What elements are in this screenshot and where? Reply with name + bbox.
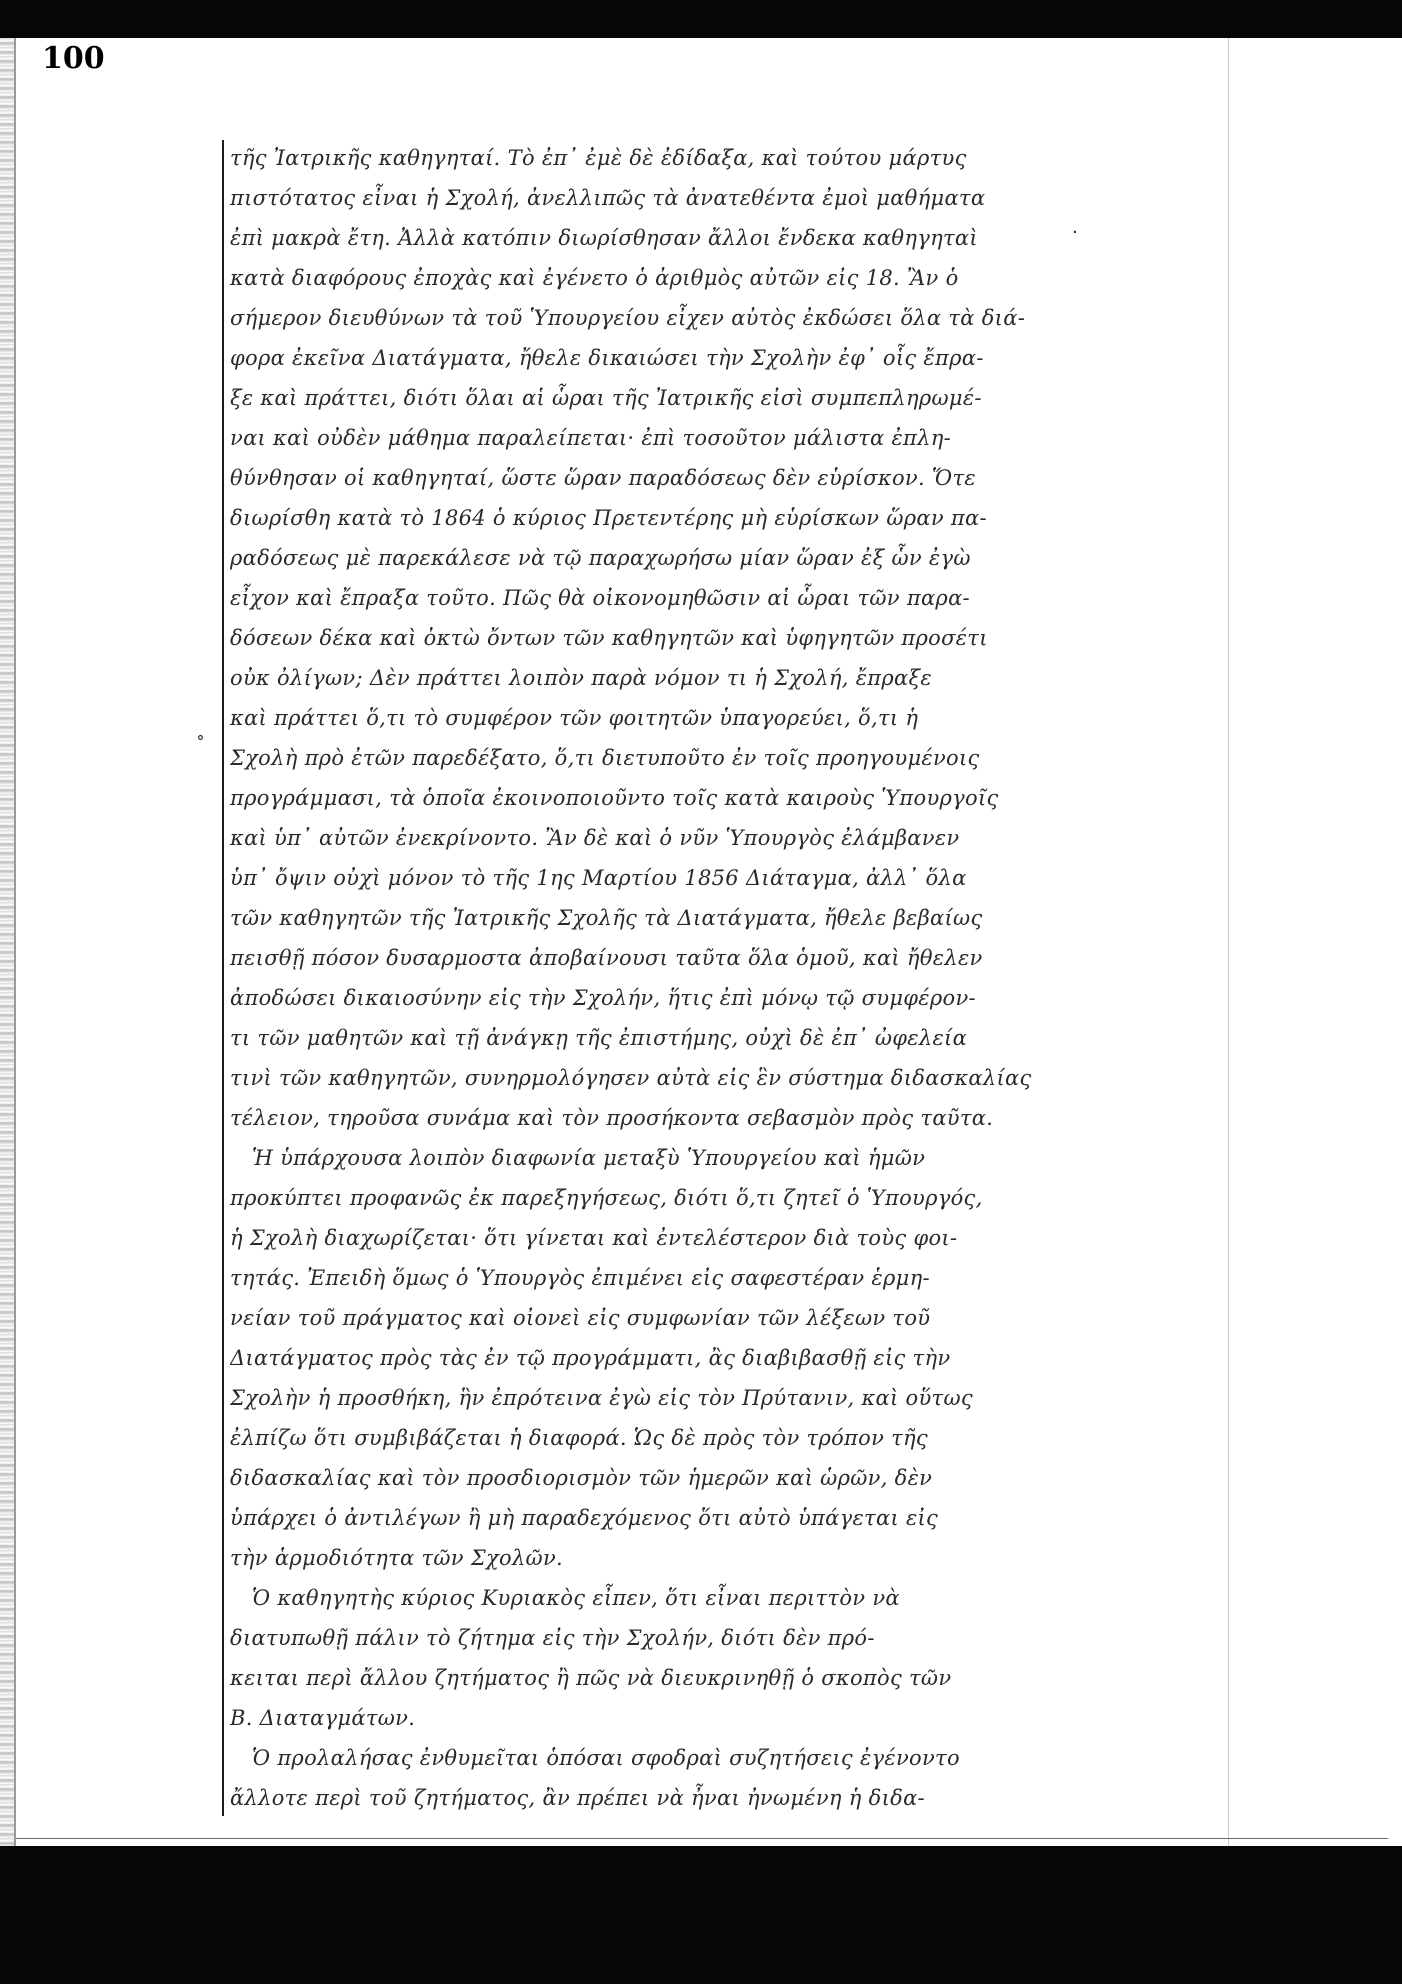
manuscript-line: ἡ Σχολὴ διαχωρίζεται· ὅτι γίνεται καὶ ἐντελέστερον διὰ τοὺς φοι- <box>230 1226 958 1250</box>
scan-top-border <box>0 0 1402 38</box>
manuscript-line: καὶ ὑπ᾽ αὐτῶν ἐνεκρίνοντο. Ἂν δὲ καὶ ὁ νῦν Ὑπουργὸς ἐλάμβανεν <box>230 826 960 850</box>
manuscript-line: ὑπάρχει ὁ ἀντιλέγων ἢ μὴ παραδεχόμενος ὅτι αὐτὸ ὑπάγεται εἰς <box>230 1506 939 1530</box>
manuscript-line: ὑπ᾽ ὄψιν οὐχὶ μόνον τὸ τῆς 1ης Μαρτίου 1856 Διάταγμα, ἀλλ᾽ ὅλα <box>230 866 967 890</box>
manuscript-line: ραδόσεως μὲ παρεκάλεσε νὰ τῷ παραχωρήσω μίαν ὥραν ἐξ ὧν ἐγὼ <box>230 546 971 570</box>
manuscript-line: πιστότατος εἶναι ἡ Σχολή, ἀνελλιπῶς τὰ ἀνατεθέντα ἐμοὶ μαθήματα <box>230 186 986 210</box>
manuscript-line: κατὰ διαφόρους ἐποχὰς καὶ ἐγένετο ὁ ἀριθμὸς αὐτῶν εἰς 18. Ἂν ὁ <box>230 266 959 290</box>
binding-shadow-line <box>14 38 16 1846</box>
manuscript-line: Σχολὴ πρὸ ἐτῶν παρεδέξατο, ὅ,τι διετυποῦτο ἐν τοῖς προηγουμένοις <box>230 746 980 770</box>
manuscript-line: Διατάγματος πρὸς τὰς ἐν τῷ προγράμματι, ἂς διαβιβασθῇ εἰς τὴν <box>230 1346 951 1370</box>
manuscript-line: ἐλπίζω ὅτι συμβιβάζεται ἡ διαφορά. Ὡς δὲ πρὸς τὸν τρόπον τῆς <box>230 1426 928 1450</box>
manuscript-line: προγράμμασι, τὰ ὁποῖα ἐκοινοποιοῦντο τοῖς κατὰ καιροὺς Ὑπουργοῖς <box>230 786 999 810</box>
manuscript-line: δόσεων δέκα καὶ ὀκτὼ ὄντων τῶν καθηγητῶν καὶ ὑφηγητῶν προσέτι <box>230 626 988 650</box>
page-number: 100 <box>42 41 105 76</box>
manuscript-line: προκύπτει προφανῶς ἐκ παρεξηγήσεως, διότι ὅ,τι ζητεῖ ὁ Ὑπουργός, <box>230 1186 983 1210</box>
manuscript-line: Ἡ ὑπάρχουσα λοιπὸν διαφωνία μεταξὺ Ὑπουργείου καὶ ἡμῶν <box>252 1146 926 1170</box>
manuscript-line: τινὶ τῶν καθηγητῶν, συνηρμολόγησεν αὐτὰ εἰς ἓν σύστημα διδασκαλίας <box>230 1066 1032 1090</box>
manuscript-line: τῶν καθηγητῶν τῆς Ἰατρικῆς Σχολῆς τὰ Διατάγματα, ἤθελε βεβαίως <box>230 906 983 930</box>
manuscript-line: τητάς. Ἐπειδὴ ὅμως ὁ Ὑπουργὸς ἐπιμένει εἰς σαφεστέραν ἑρμη- <box>230 1266 930 1290</box>
manuscript-text <box>230 138 1050 1818</box>
manuscript-line: τέλειον, τηροῦσα συνάμα καὶ τὸν προσήκοντα σεβασμὸν πρὸς ταῦτα. <box>230 1106 994 1130</box>
ink-stroke-mark: ˚ <box>196 735 205 756</box>
manuscript-line: οὐκ ὀλίγων; Δὲν πράττει λοιπὸν παρὰ νόμον τι ἡ Σχολή, ἔπραξε <box>230 666 932 690</box>
manuscript-line: εἶχον καὶ ἔπραξα τοῦτο. Πῶς θὰ οἰκονομηθῶσιν αἱ ὧραι τῶν παρα- <box>230 586 970 610</box>
scan-bottom-border <box>0 1846 1402 1984</box>
manuscript-line: φορα ἐκεῖνα Διατάγματα, ἤθελε δικαιώσει τὴν Σχολὴν ἐφ᾽ οἷς ἔπρα- <box>230 346 984 370</box>
ink-dot: · <box>1072 222 1078 243</box>
manuscript-line: Σχολὴν ἡ προσθήκη, ἣν ἐπρότεινα ἐγὼ εἰς τὸν Πρύτανιν, καὶ οὕτως <box>230 1386 973 1410</box>
manuscript-line: θύνθησαν οἱ καθηγηταί, ὥστε ὥραν παραδόσεως δὲν εὑρίσκον. Ὅτε <box>230 466 976 490</box>
manuscript-line: ξε καὶ πράττει, διότι ὅλαι αἱ ὧραι τῆς Ἰατρικῆς εἰσὶ συμπεπληρωμέ- <box>230 386 982 410</box>
manuscript-line: Β. Διαταγμάτων. <box>230 1706 416 1730</box>
manuscript-line: καὶ πράττει ὅ,τι τὸ συμφέρον τῶν φοιτητῶν ὑπαγορεύει, ὅ,τι ἡ <box>230 706 919 730</box>
page-bottom-edge <box>16 1838 1388 1839</box>
manuscript-line: κειται περὶ ἄλλου ζητήματος ἢ πῶς νὰ διευκρινηθῇ ὁ σκοπὸς τῶν <box>230 1666 952 1690</box>
book-binding-edge <box>0 38 14 1846</box>
manuscript-line: νείαν τοῦ πράγματος καὶ οἰονεὶ εἰς συμφωνίαν τῶν λέξεων τοῦ <box>230 1306 931 1330</box>
manuscript-line: διωρίσθη κατὰ τὸ 1864 ὁ κύριος Πρετεντέρης μὴ εὑρίσκων ὥραν πα- <box>230 506 987 530</box>
manuscript-line: Ὁ προλαλήσας ἐνθυμεῖται ὁπόσαι σφοδραὶ συζητήσεις ἐγένοντο <box>252 1746 960 1770</box>
manuscript-line: ναι καὶ οὐδὲν μάθημα παραλείπεται· ἐπὶ τοσοῦτον μάλιστα ἐπλη- <box>230 426 952 450</box>
manuscript-line: ἄλλοτε περὶ τοῦ ζητήματος, ἂν πρέπει νὰ ἦναι ἠνωμένη ἡ διδα- <box>230 1786 925 1810</box>
manuscript-line: ἀποδώσει δικαιοσύνην εἰς τὴν Σχολήν, ἥτις ἐπὶ μόνῳ τῷ συμφέρον- <box>230 986 976 1010</box>
manuscript-line: πεισθῇ πόσον δυσαρμοστα ἀποβαίνουσι ταῦτα ὅλα ὁμοῦ, καὶ ἤθελεν <box>230 946 983 970</box>
manuscript-line: Ὁ καθηγητὴς κύριος Κυριακὸς εἶπεν, ὅτι εἶναι περιττὸν νὰ <box>252 1586 900 1610</box>
manuscript-line: τῆς Ἰατρικῆς καθηγηταί. Τὸ ἐπ᾽ ἐμὲ δὲ ἐδίδαξα, καὶ τούτου μάρτυς <box>230 146 967 170</box>
manuscript-line: τὴν ἁρμοδιότητα τῶν Σχολῶν. <box>230 1546 564 1570</box>
manuscript-line: τι τῶν μαθητῶν καὶ τῇ ἀνάγκῃ τῆς ἐπιστήμης, οὐχὶ δὲ ἐπ᾽ ὠφελεία <box>230 1026 968 1050</box>
manuscript-line: διδασκαλίας καὶ τὸν προσδιορισμὸν τῶν ἡμερῶν καὶ ὡρῶν, δὲν <box>230 1466 933 1490</box>
manuscript-line: σήμερον διευθύνων τὰ τοῦ Ὑπουργείου εἶχεν αὐτὸς ἐκδώσει ὅλα τὰ διά- <box>230 306 1026 330</box>
page-right-edge <box>1228 38 1229 1846</box>
manuscript-line: διατυπωθῇ πάλιν τὸ ζήτημα εἰς τὴν Σχολήν, διότι δὲν πρό- <box>230 1626 875 1650</box>
left-margin-rule <box>222 140 224 1816</box>
manuscript-line: ἐπὶ μακρὰ ἔτη. Ἀλλὰ κατόπιν διωρίσθησαν ἄλλοι ἔνδεκα καθηγηταὶ <box>230 226 978 250</box>
